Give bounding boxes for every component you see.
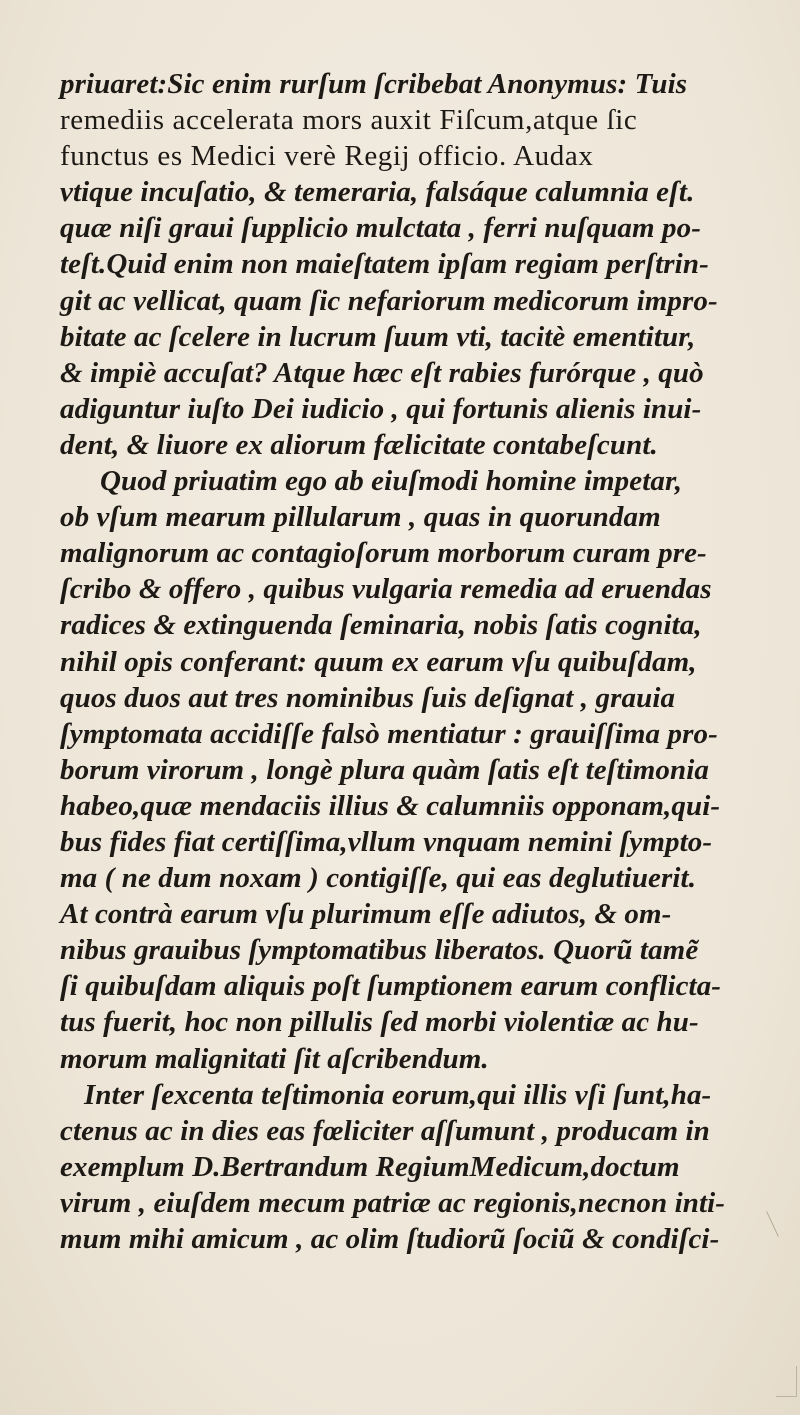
text-line: morum malignitati ſit aſcribendum. — [60, 1042, 489, 1075]
text-line: Inter ſexcenta teſtimonia eorum,qui illis vſi ſunt,ha- — [84, 1078, 712, 1111]
text-line: nibus grauibus ſymptomatibus liberatos. Quorũ tamẽ — [60, 934, 699, 967]
text-line: vtique incuſatio, & temeraria, falsáque calumnia eſt. — [60, 176, 695, 209]
text-line: ob vſum mearum pillularum , quas in quorundam — [60, 501, 661, 534]
text-line: tus fuerit, hoc non pillulis ſed morbi violentiæ ac hu- — [60, 1006, 699, 1039]
text-line: quæ niſi graui ſupplicio mulctata , ferri nuſquam po- — [60, 212, 701, 245]
text-line: ma ( ne dum noxam ) contigiſſe, qui eas deglutiuerit. — [60, 862, 697, 895]
text-line: adiguntur iuſto Dei iudicio , qui fortunis alienis inui- — [60, 392, 702, 425]
text-line: ctenus ac in dies eas fœliciter aſſumunt , producam in — [60, 1114, 710, 1147]
text-line: exemplum D.Bertrandum RegiumMedicum,doctum — [60, 1150, 680, 1183]
text-line: ſi quibuſdam aliquis poſt ſumptionem earum conflicta- — [60, 970, 722, 1003]
text-line: ſymptomata accidiſſe falsò mentiatur : grauiſſima pro- — [60, 717, 718, 750]
text-line: bus fides fiat certiſſima,vllum vnquam nemini ſympto- — [60, 825, 713, 858]
text-line: dent, & liuore ex aliorum fælicitate contabeſcunt. — [60, 428, 658, 461]
body-text — [60, 66, 795, 1257]
text-line: git ac vellicat, quam ſic nefariorum medicorum impro- — [60, 284, 718, 317]
text-line: habeo,quæ mendaciis illius & calumniis opponam,qui- — [60, 789, 721, 822]
page-corner-mark — [776, 1366, 797, 1397]
text-line: & impiè accuſat? Atque hæc eſt rabies furórque , quò — [60, 356, 704, 389]
text-line: nihil opis conferant: quum ex earum vſu quibuſdam, — [60, 645, 697, 678]
text-line: bitate ac ſcelere in lucrum ſuum vti, tacitè ementitur, — [60, 320, 696, 353]
text-line: virum , eiuſdem mecum patriæ ac regionis,necnon inti- — [60, 1186, 726, 1219]
text-line: teſt.Quid enim non maieſtatem ipſam regiam perſtrin- — [60, 248, 709, 281]
text-line: remediis accelerata mors auxit Fiſcum,atque ſic — [60, 104, 638, 137]
text-line: priuaret:Sic enim rurſum ſcribebat Anonymus: Tuis — [60, 68, 688, 100]
text-line: mum mihi amicum , ac olim ſtudiorũ ſociũ & condiſci- — [60, 1223, 720, 1255]
text-line: malignorum ac contagioſorum morborum curam pre- — [60, 537, 707, 570]
text-line: functus es Medici verè Regij officio. Audax — [60, 140, 594, 173]
text-line: radices & extinguenda ſeminaria, nobis ſatis cognita, — [60, 609, 702, 642]
text-line: Quod priuatim ego ab eiuſmodi homine impetar, — [100, 465, 683, 498]
text-line: ſcribo & offero , quibus vulgaria remedia ad eruendas — [60, 573, 712, 606]
text-line: quos duos aut tres nominibus ſuis deſignat , grauia — [60, 681, 676, 714]
text-line: borum virorum , longè plura quàm ſatis eſt teſtimonia — [60, 753, 710, 786]
text-line: At contrà earum vſu plurimum eſſe adiutos, & om- — [60, 898, 672, 931]
